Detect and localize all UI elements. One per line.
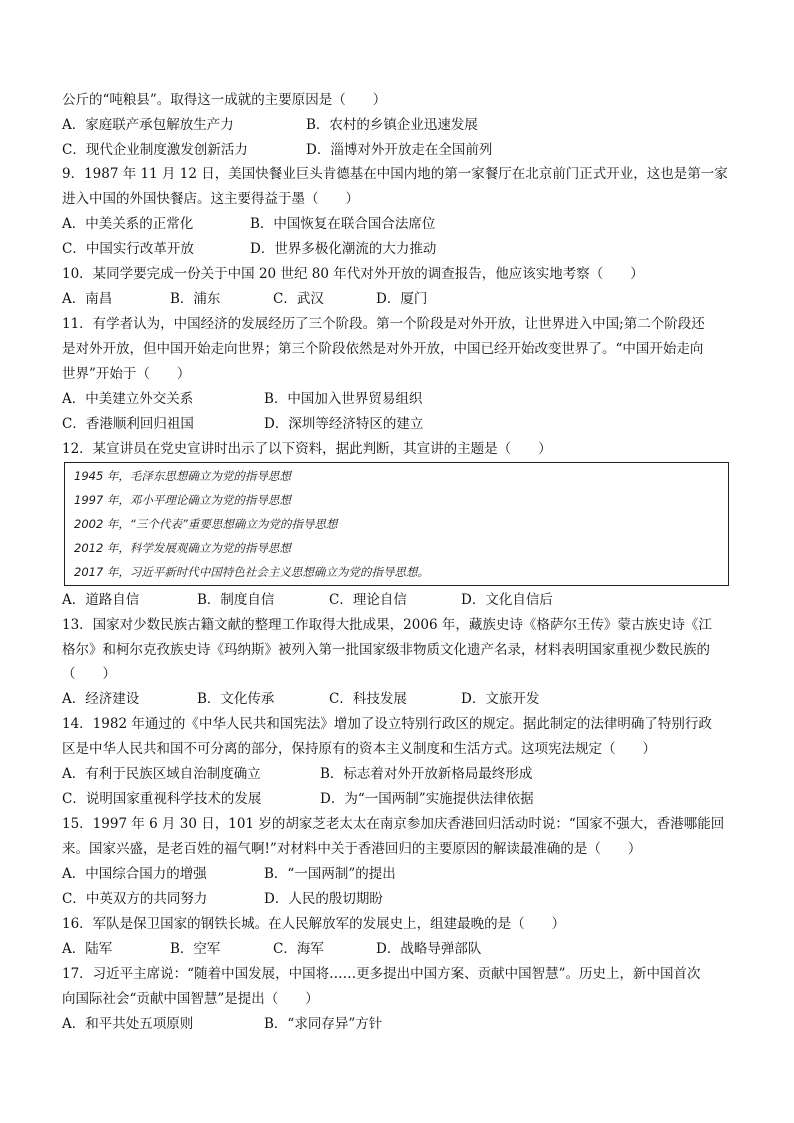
q10-option-a: A．南昌 xyxy=(62,291,113,307)
q14-option-b: B．标志着对外开放新格局最终形成 xyxy=(320,766,533,782)
q9-option-a: A．中美关系的正常化 xyxy=(62,216,194,232)
q8-option-a: A．家庭联产承包解放生产力 xyxy=(62,117,234,133)
q16-option-b: B．空军 xyxy=(170,941,221,957)
material-line-1: 1945 年，毛泽东思想确立为党的指导思想 xyxy=(74,469,291,483)
q13-option-b: B．文化传承 xyxy=(197,691,275,707)
q13-option-c: C．科技发展 xyxy=(329,691,407,707)
question-9-line-2: 进入中国的外国快餐店。这主要得益于墨（ ） xyxy=(62,191,359,207)
q8-option-b: B．农村的乡镇企业迅速发展 xyxy=(306,117,478,133)
question-16-line-1: 16．军队是保卫国家的钢铁长城。在人民解放军的发展史上，组建最晚的是（ ） xyxy=(62,916,566,932)
q12-option-c: C．理论自信 xyxy=(329,592,407,608)
question-15-line-2: 来。国家兴盛，是老百姓的福气啊!”对材料中关于香港回归的主要原因的解读最准确的是（ ） xyxy=(62,841,642,857)
q11-option-b: B．中国加入世界贸易组织 xyxy=(264,391,423,407)
q14-option-c: C．说明国家重视科学技术的发展 xyxy=(62,791,262,807)
q13-option-d: D．文旅开发 xyxy=(461,691,540,707)
q14-option-a: A．有利于民族区域自治制度确立 xyxy=(62,766,261,782)
q12-option-a: A．道路自信 xyxy=(62,592,140,608)
question-13-line-1: 13．国家对少数民族古籍文献的整理工作取得大批成果，2006 年，藏族史诗《格萨尔王传》蒙古族史诗《江 xyxy=(62,617,712,633)
question-17-line-1: 17．习近平主席说：“随着中国发展，中国将……更多提出中国方案、贡献中国智慧”。历史上，新中国首次 xyxy=(62,966,701,982)
q17-option-a: A．和平共处五项原则 xyxy=(62,1016,194,1032)
question-8-stem: 公斤的“吨粮县”。取得这一成就的主要原因是（ ） xyxy=(62,92,387,108)
q16-option-c: C．海军 xyxy=(273,941,324,957)
q9-option-c: C．中国实行改革开放 xyxy=(62,241,194,257)
question-17-line-2: 向国际社会“贡献中国智慧”是提出（ ） xyxy=(62,991,319,1007)
q12-option-b: B．制度自信 xyxy=(197,592,275,608)
q10-option-d: D．厦门 xyxy=(376,291,428,307)
q16-option-d: D．战略导弹部队 xyxy=(376,941,482,957)
q13-option-a: A．经济建设 xyxy=(62,691,140,707)
q15-option-b: B．“一国两制”的提出 xyxy=(264,866,396,882)
q10-option-c: C．武汉 xyxy=(273,291,324,307)
material-line-3: 2002 年，“三个代表”重要思想确立为党的指导思想 xyxy=(74,517,338,531)
material-line-5: 2017 年，习近平新时代中国特色社会主义思想确立为党的指导思想。 xyxy=(74,565,429,579)
question-13-line-3: （ ） xyxy=(62,666,116,682)
question-14-line-1: 14．1982 年通过的《中华人民共和国宪法》增加了设立特别行政区的规定。据此制定的法律明确了特别行政 xyxy=(62,716,712,732)
question-9-line-1: 9．1987 年 11 月 12 日，美国快餐业巨头肯德基在中国内地的第一家餐厅在北京前门正式开业，这也是第一家 xyxy=(62,166,728,182)
q12-option-d: D．文化自信后 xyxy=(461,592,553,608)
material-line-2: 1997 年，邓小平理论确立为党的指导思想 xyxy=(74,493,291,507)
question-14-line-2: 区是中华人民共和国不可分离的部分，保持原有的资本主义制度和生活方式。这项宪法规定（ ） xyxy=(62,741,656,757)
q11-option-d: D．深圳等经济特区的建立 xyxy=(264,416,424,432)
question-11-line-1: 11．有学者认为，中国经济的发展经历了三个阶段。第一个阶段是对外开放，让世界进入中国;第二个阶段还 xyxy=(62,316,705,332)
q10-option-b: B．浦东 xyxy=(170,291,221,307)
q17-option-b: B．“求同存异”方针 xyxy=(264,1016,383,1032)
question-10-line-1: 10．某同学要完成一份关于中国 20 世纪 80 年代对外开放的调查报告，他应该实地考察（ ） xyxy=(62,266,644,282)
question-15-line-1: 15．1997 年 6 月 30 日，101 岁的胡家芝老太太在南京参加庆香港回归活动时说：“国家不强大，香港哪能回 xyxy=(62,816,725,832)
q9-option-d: D．世界多极化潮流的大力推动 xyxy=(250,241,437,257)
q14-option-d: D．为“一国两制”实施提供法律依据 xyxy=(320,791,534,807)
q16-option-a: A．陆军 xyxy=(62,941,113,957)
question-13-line-2: 格尔》和柯尔克孜族史诗《玛纳斯》被列入第一批国家级非物质文化遗产名录，材料表明国家重视少数民族的 xyxy=(62,642,710,658)
q11-option-a: A．中美建立外交关系 xyxy=(62,391,194,407)
q11-option-c: C．香港顺利回归祖国 xyxy=(62,416,194,432)
question-11-line-3: 世界”开始于（ ） xyxy=(62,366,191,382)
q8-option-d: D．淄博对外开放走在全国前列 xyxy=(306,142,493,158)
q9-option-b: B．中国恢复在联合国合法席位 xyxy=(250,216,436,232)
q15-option-c: C．中英双方的共同努力 xyxy=(62,891,208,907)
q15-option-d: D．人民的殷切期盼 xyxy=(264,891,383,907)
question-11-line-2: 是对外开放，但中国开始走向世界；第三个阶段依然是对外开放，中国已经开始改变世界了。“中国开始走向 xyxy=(62,341,704,357)
q8-option-c: C．现代企业制度激发创新活力 xyxy=(62,142,248,158)
material-box xyxy=(64,462,729,586)
question-12-line-1: 12．某宣讲员在党史宣讲时出示了以下资料，据此判断，其宣讲的主题是（ ） xyxy=(62,441,552,457)
material-line-4: 2012 年，科学发展观确立为党的指导思想 xyxy=(74,541,291,555)
q15-option-a: A．中国综合国力的增强 xyxy=(62,866,207,882)
